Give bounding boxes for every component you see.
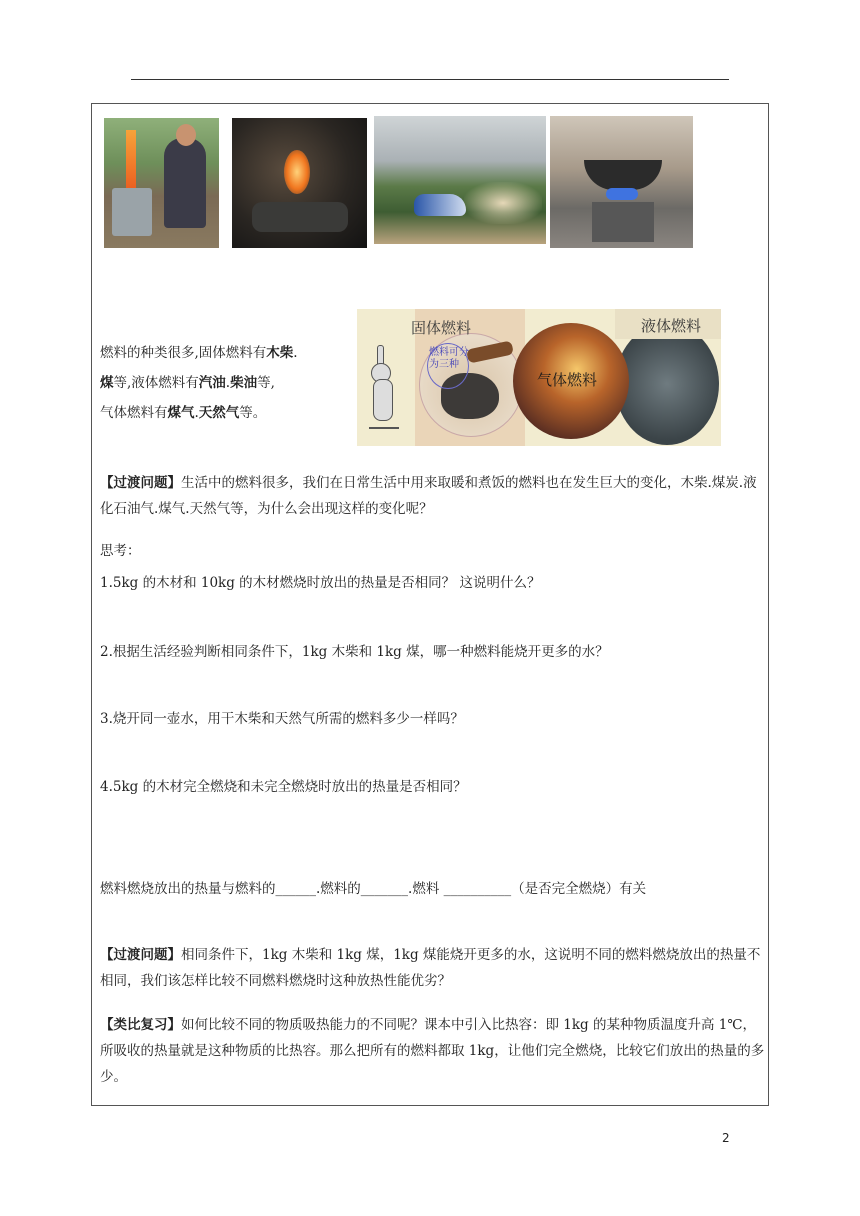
photo-stove-fire <box>104 118 219 248</box>
analogy-review <box>100 1012 765 1090</box>
speech-bubble-text: 燃料可分为三种 <box>429 347 469 370</box>
fuel-text-seg: . <box>293 345 298 361</box>
photo-gas-stove-wok <box>550 116 693 248</box>
fuel-natural-gas: 天然气 <box>198 405 240 421</box>
fuel-text-seg: 等,液体燃料有 <box>113 375 199 391</box>
gas-fuel-label: 气体燃料 <box>537 371 598 389</box>
question-4: 4.5kg 的木材完全燃烧和未完全燃烧时放出的热量是否相同？ <box>100 779 467 795</box>
fuel-text-seg: 气体燃料有 <box>100 405 168 421</box>
transition-tag: 【过渡问题】 <box>100 475 181 491</box>
fill-in-blank: 燃料燃烧放出的热量与燃料的______.燃料的_______.燃料 __________（是否完全燃烧）有关 <box>100 881 647 897</box>
question-1: 1.5kg 的木材和 10kg 的木材燃烧时放出的热量是否相同？ 这说明什么？ <box>100 575 541 591</box>
analogy-tag: 【类比复习】 <box>100 1017 181 1033</box>
fuel-firewood: 木柴 <box>266 345 294 361</box>
transition-question-2 <box>100 942 765 994</box>
liquid-fuel-circle <box>615 323 719 445</box>
page-number: 2 <box>722 1131 730 1145</box>
fuel-text-seg: 燃料的种类很多,固体燃料有 <box>100 345 267 361</box>
fuel-text-seg: . <box>225 375 231 391</box>
fuel-line-2 <box>100 368 360 398</box>
photo-rally-car <box>374 116 546 244</box>
fuel-diesel: 柴油 <box>230 375 258 391</box>
transition-question-1 <box>100 470 765 522</box>
fuel-types-diagram <box>357 309 721 446</box>
fuel-text-seg: . <box>194 405 199 421</box>
fuel-line-1 <box>100 338 360 368</box>
solid-fuel-label: 固体燃料 <box>411 319 472 337</box>
question-2: 2.根据生活经验判断相同条件下，1kg 木柴和 1kg 煤，哪一种燃料能烧开更多的水？ <box>100 644 609 660</box>
fuel-coal: 煤 <box>100 375 114 391</box>
liquid-fuel-label: 液体燃料 <box>641 317 702 335</box>
fuel-gasoline: 汽油 <box>198 375 226 391</box>
transition-text: 相同条件下，1kg 木柴和 1kg 煤，1kg 煤能烧开更多的水，这说明不同的燃料燃烧放出的热量不相同，我们该怎样比较不同燃料燃烧时这种放热性能优劣？ <box>100 947 761 989</box>
transition-tag: 【过渡问题】 <box>100 947 181 963</box>
header-rule <box>131 79 729 80</box>
fuel-types-text <box>100 338 360 428</box>
transition-text: 生活中的燃料很多，我们在日常生活中用来取暖和煮饭的燃料也在发生巨大的变化，木柴.煤炭.液化石油气.煤气.天然气等，为什么会出现这样的变化呢？ <box>100 475 757 517</box>
think-label: 思考： <box>100 543 141 559</box>
fuel-coal-gas: 煤气 <box>167 405 195 421</box>
fuel-text-seg: 等, <box>257 375 275 391</box>
question-3: 3.烧开同一壶水，用干木柴和天然气所需的燃料多少一样吗？ <box>100 711 464 727</box>
fuel-text-seg: 等。 <box>239 405 267 421</box>
analogy-text: 如何比较不同的物质吸热能力的不同呢？课本中引入比热容：即 1kg 的某种物质温度升高 1℃，所吸收的热量就是这种物质的比热容。那么把所有的燃料都取 1kg，让他们完全燃烧，比较它们放出的热量的多少。 <box>100 1017 765 1085</box>
photo-cooking-dark <box>232 118 367 248</box>
fuel-line-3 <box>100 398 360 428</box>
